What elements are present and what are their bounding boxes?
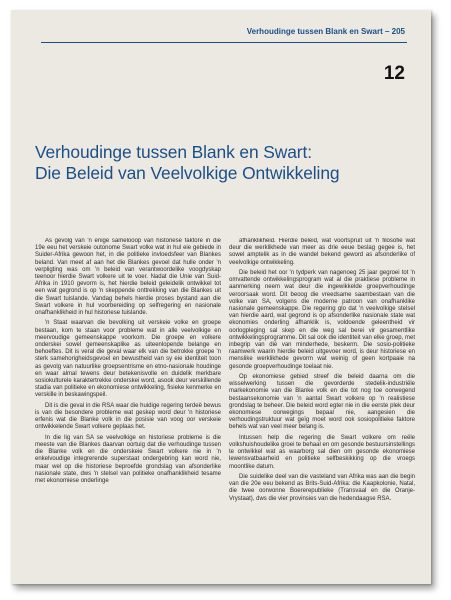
book-page (11, 10, 431, 584)
running-header: Verhoudinge tussen Blank en Swart – 205 (246, 27, 405, 36)
header-rule (41, 42, 407, 43)
chapter-title (35, 142, 407, 184)
paragraph: 'n Staat waarvan die bevolking uit verskeie volke en groepe bestaan, kom te staan voor probleme wat in alle veelvolkige en meervoudige gemeenskappe voorkom. Die groepe en volkere onderskei sowel gemeenskaplike as uiteenlopende belange en behoeftes. Dit is veral die geval waar elk van die betrokke groepe 'n sterk samehorigheidsgevoel en bewustheid van sy eie identiteit toon as gevolg van natuurlike groepsentrisme en etno-nasionale houdinge en waar almal tewens deur betekenisvolle en duidelik merkbare sosiokulturele karaktertrekke onderskei word, asook deur verskillende stadia van politieke en ekonomiese ontwikkeling, fisieke kenmerke en verskille in beskawingspeil. (35, 320, 221, 399)
paragraph: afhanklikheid. Hierdie beleid, wat voortspruit uit 'n filosofie wat deur die werklikhede van meer as drie eeue beslag gegee is, het sowel amptelik as in die wandel bekend geword as afsonderlike of veelvolkige ontwikkeling. (229, 238, 415, 266)
paragraph: In die lig van SA se veelvolkige en historiese probleme is die meeste van die Blankes daarvan oortuig dat die verhoudinge tussen die Blanke volk en die onderskeie Swart volkere nie in 'n enkelvoudige integrerende superstaat ondergebring kan word nie, maar wel op die historiese beproefde grondslag van afsonderlike nasionale state, dws 'n stelsel van politieke onafhanklikheid tesame met ekonomiese onderlinge (35, 434, 221, 485)
paragraph: Die beleid het oor 'n tydperk van nagenoeg 25 jaar gegroei tot 'n omvattende ontwikkelingsprogram wat al die praktiese probleme in aanmerking neem wat deur die ingewikkelde groepverhoudinge veroorsaak word. Dit beoog die vreedsame saambestaan van die volke van SA, volgens die moderne patroon van onafhanklike nasionale gemeenskappe. Die regering glo dat 'n veelvolkige stelsel van hierdie aard, wat gegrond is op afsonderlike nasionale state wat ekonomies onderling afhanklik is, voldoende geleentheid vir oorlogpleging sal skep en die weg sal berei vir gesamentlike ontwikkelingsprogramme. Dit sal ook die identiteit van elke groep, met inbegrip van dié van minderhede, beskerm. Die sosio-politieke raamwerk waarin hierdie beleid uitgevoer word, is deur historiese en menslike werklikhede gevorm wat weinig of geen kortpaaie na gesonde groepverhoudinge toelaat nie. (229, 270, 415, 370)
paragraph: Die suidelike deel van die vasteland van Afrika was aan die begin van die 20e eeu bekend as Brits-Suid-Afrika: die Kaapkolonie, Natal, die twee oorwonne Boererepublieke (Transvaal en die Oranje-Vrystaat), dws die vier provinsies van die hedendaagse RSA. (229, 474, 415, 502)
chapter-title-line-2: Die Beleid van Veelvolkige Ontwikkeling (35, 163, 340, 183)
paragraph: Op ekonomiese gebied streef die beleid daarna om die wisselwerking tussen die gevorderde stedelik-industriële markekonomie van die Blanke volk en die tot nog toe oorwegend bestaansekonomie van 'n aantal Swart volkere op 'n realistiese grondslag te beheer. Die beleid word egter nie in die eerste plek deur ekonomiese oorwegings bepaal nie, aangesien die verhoudingstruktuur wat geïg moet word ook sosiopolitieke faktore behels wat van veel meer belang is. (229, 374, 415, 431)
body-column-right (229, 238, 415, 576)
chapter-number: 12 (383, 63, 405, 84)
body-column-left (35, 238, 221, 576)
paragraph: Dit is die geval in die RSA waar die huidige regering terdeë bewus is van die besondere probleme wat geskep word deur 'n historiese erfenis wat die Blanke volk in die posisie van voog oor verskeie ontwikkelende Swart volkere geplaas het. (35, 402, 221, 431)
paragraph: As gevolg van 'n enige samelooop van historiese faktore in die 19e eeu het verskeie outonome Swart volke wat in hul eie gebiede in Suider-Afrika gewoon het, in die politieke invloedsfeer van Blankes beland. Van meet af aan het die Blankes gevoel dat hulle onder 'n verpligting was om 'n beleid van verantwoordelike voogdyskap teenoor hierdie Swart volkere uit te voer. Nadat die Unie van Suid-Afrika in 1910 gevorm is, het hierdie beleid geleidelik ontwikkel tot een wat gegrond is op 'n skeppende onttrekking van die Blankes uit die Swart tuislande. Vandag behels hierdie proses bystand aan die Swart volkere in hul voorbereiding op selfregering en nasionale onafhanklikheid in hul historiese tuislande. (35, 238, 221, 317)
paragraph: Intussen help die regering die Swart volkere om reële volkshuishoudelike groei te behaal en om gesonde bestuursinstellings te ontwikkel wat as waarborg sal dien om gesonde ekonomiese lewensvatbaarheid en politieke selfbeskikking op die vroegs moontlike datum. (229, 434, 415, 470)
chapter-title-line-1: Verhoudinge tussen Blank en Swart: (35, 142, 312, 162)
